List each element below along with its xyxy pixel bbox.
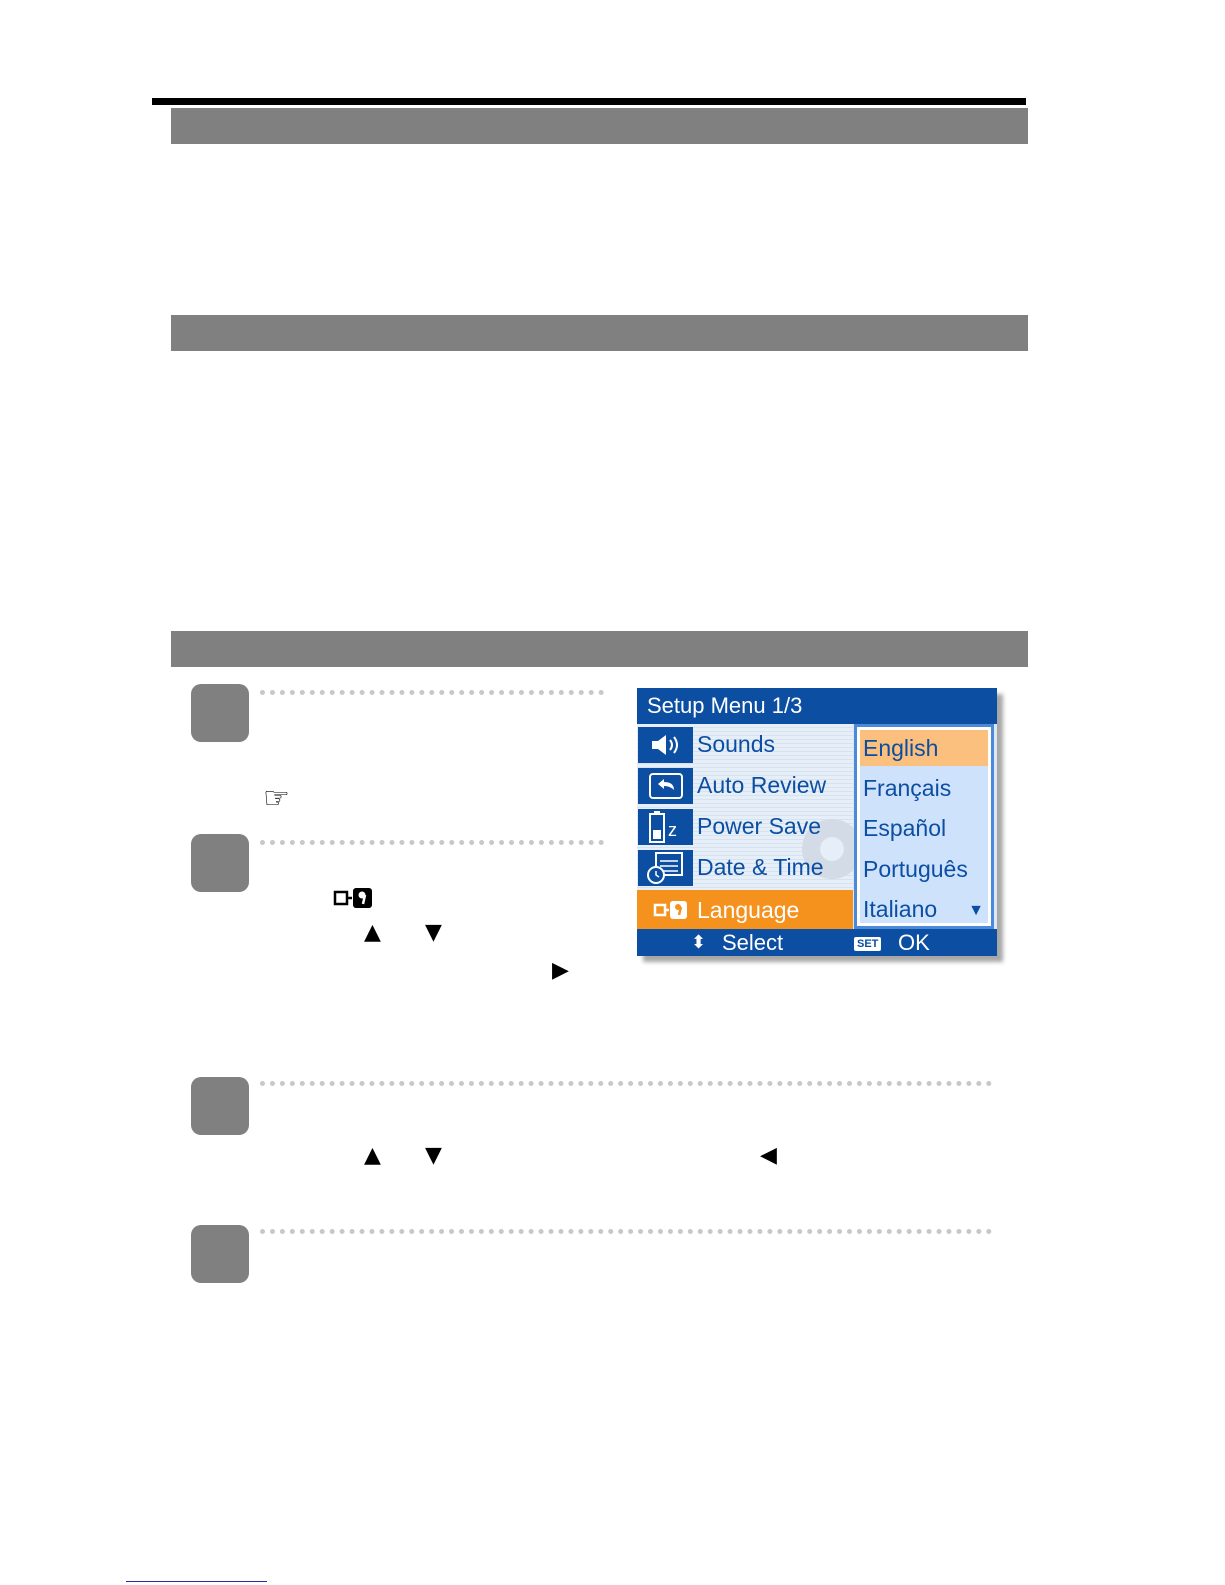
right-arrow-icon: ▶: [552, 958, 569, 983]
left-arrow-icon: ◀: [760, 1143, 777, 1168]
setup-menu-title: Setup Menu 1/3: [637, 688, 997, 724]
section-header-bar-2: [171, 315, 1028, 351]
language-options-list: [854, 724, 994, 929]
language-icon: [333, 886, 375, 910]
header-rule: [152, 98, 1026, 105]
auto-review-icon: [638, 768, 693, 804]
step-badge-1: [191, 684, 249, 742]
step-divider-3: [260, 1081, 992, 1086]
set-badge: SET: [854, 929, 881, 956]
section-header-bar-3: [171, 631, 1028, 667]
step-divider-2: [260, 840, 604, 845]
up-arrow-icon: ▲: [364, 1143, 381, 1168]
language-option-english[interactable]: English: [860, 730, 988, 766]
up-arrow-icon: ▲: [364, 920, 381, 945]
language-option-portugues[interactable]: Português: [863, 856, 968, 882]
language-option-italiano[interactable]: Italiano: [863, 896, 938, 922]
menu-item-label: Auto Review: [697, 772, 827, 798]
language-icon: [653, 898, 689, 927]
calendar-clock-icon: [638, 850, 693, 886]
step-badge-4: [191, 1225, 249, 1283]
select-hint: Select: [722, 930, 784, 955]
speaker-icon: [638, 727, 693, 763]
step-divider-1: [260, 690, 604, 695]
menu-item-date-time[interactable]: [637, 847, 853, 887]
language-option-espanol[interactable]: Español: [863, 815, 947, 841]
step-badge-3: [191, 1077, 249, 1135]
menu-item-language[interactable]: [637, 890, 853, 930]
setup-menu-screen: [637, 688, 997, 956]
menu-item-label: Language: [697, 897, 800, 923]
ok-hint: OK: [898, 930, 930, 955]
svg-text:z: z: [667, 820, 677, 840]
menu-item-power-save[interactable]: [637, 806, 853, 846]
down-arrow-icon: ▼: [425, 1143, 442, 1168]
menu-item-auto-review[interactable]: [637, 765, 853, 805]
menu-item-label: Date & Time: [697, 854, 824, 880]
pointing-hand-icon: ☞: [263, 781, 290, 816]
step-divider-4: [260, 1229, 992, 1234]
setup-menu-footer: [637, 929, 997, 956]
scroll-down-icon[interactable]: ▼: [968, 902, 984, 919]
menu-item-sounds[interactable]: [637, 724, 853, 764]
up-down-icon: ⬍: [691, 932, 707, 952]
language-option-francais[interactable]: Français: [863, 775, 952, 801]
setup-menu-list: [637, 724, 853, 929]
menu-item-label: Power Save: [697, 813, 822, 839]
step-badge-2: [191, 834, 249, 892]
down-arrow-icon: ▼: [425, 920, 442, 945]
section-header-bar-1: [171, 108, 1028, 144]
footer-rule: [126, 1581, 267, 1582]
menu-item-label: Sounds: [697, 731, 776, 757]
power-save-icon: [638, 809, 693, 845]
